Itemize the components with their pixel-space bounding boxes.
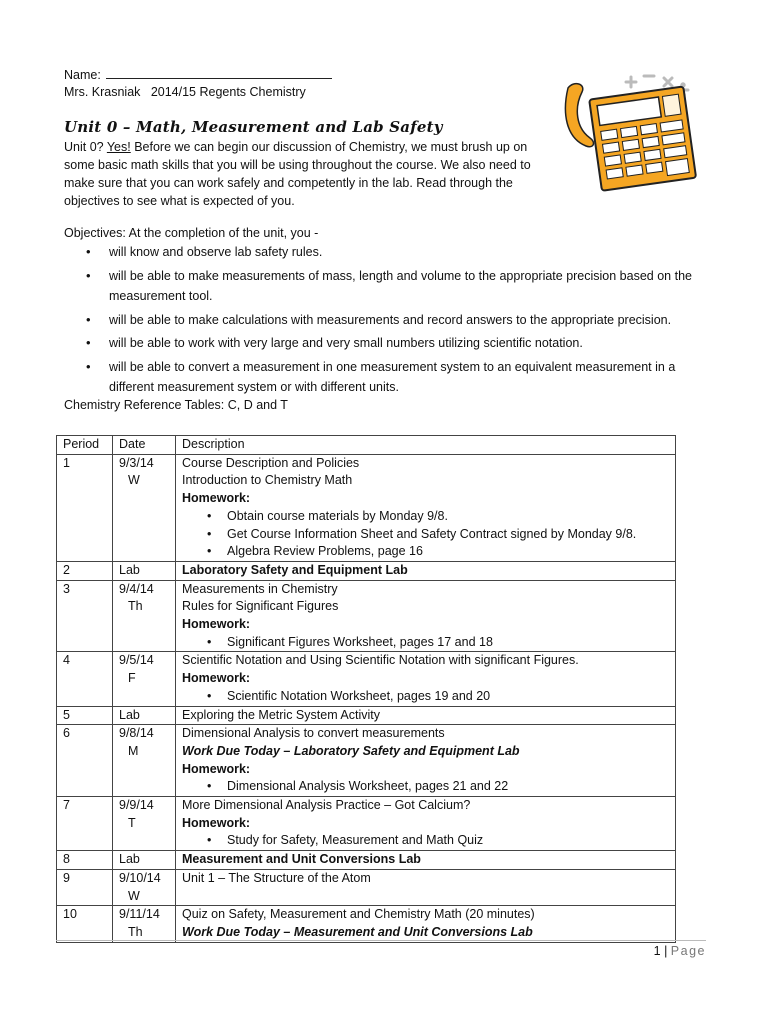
teacher-course-line: Mrs. Krasniak 2014/15 Regents Chemistry — [64, 85, 306, 99]
objective-item: • will be able to work with very large and very small numbers utilizing scientific notation. — [64, 333, 714, 354]
description-cell — [176, 869, 676, 905]
reference-tables-note: Chemistry Reference Tables: C, D and T — [64, 398, 288, 412]
homework-list — [182, 688, 669, 706]
intro-paragraph — [64, 138, 554, 210]
calculator-body — [589, 86, 696, 190]
description-cell — [176, 706, 676, 725]
date-value: 9/3/14 — [119, 455, 154, 470]
description-cell — [176, 652, 676, 706]
table-row — [57, 906, 676, 942]
description-line: Dimensional Analysis to convert measurements — [182, 726, 445, 741]
homework-item: • Get Course Information Sheet and Safety Contract signed by Monday 9/8. — [182, 526, 669, 544]
homework-label: Homework: — [182, 671, 251, 686]
description-cell — [176, 906, 676, 942]
objectives-heading: Objectives: At the completion of the unit, you - — [64, 226, 319, 240]
homework-list — [182, 634, 669, 652]
day-of-week: M — [128, 743, 139, 758]
period-cell: 3 — [57, 580, 113, 652]
homework-label: Homework: — [182, 491, 251, 506]
day-of-week: W — [128, 888, 140, 903]
objectives-list — [64, 242, 714, 398]
date-cell — [113, 561, 176, 580]
objective-item: • will know and observe lab safety rules. — [64, 242, 714, 263]
date-cell — [113, 906, 176, 942]
homework-label: Homework: — [182, 815, 251, 830]
header-description: Description — [176, 436, 676, 455]
homework-list — [182, 832, 669, 850]
page-label: Page — [670, 944, 706, 958]
date-cell — [113, 869, 176, 905]
date-value: 9/8/14 — [119, 726, 154, 741]
description-line: Measurements in Chemistry — [182, 581, 338, 596]
table-row — [57, 561, 676, 580]
table-row — [57, 725, 676, 797]
table-row — [57, 869, 676, 905]
description-line: Quiz on Safety, Measurement and Chemistry Math (20 minutes) — [182, 907, 535, 922]
name-label: Name: — [64, 68, 101, 82]
description-line: Exploring the Metric System Activity — [182, 707, 380, 722]
period-cell: 10 — [57, 906, 113, 942]
work-due-note: Work Due Today – Measurement and Unit Conversions Lab — [182, 924, 533, 939]
intro-lead: Unit 0? — [64, 140, 107, 154]
date-cell — [113, 580, 176, 652]
description-line: Unit 1 – The Structure of the Atom — [182, 870, 371, 885]
name-field-row — [64, 66, 332, 84]
date-cell — [113, 706, 176, 725]
lab-title: Laboratory Safety and Equipment Lab — [182, 562, 408, 577]
date-value: Lab — [119, 707, 140, 722]
homework-label: Homework: — [182, 617, 251, 632]
homework-list — [182, 508, 669, 561]
date-value: 9/4/14 — [119, 581, 154, 596]
period-cell: 6 — [57, 725, 113, 797]
lab-title: Measurement and Unit Conversions Lab — [182, 852, 421, 867]
page-title: Unit 0 – Math, Measurement and Lab Safety — [64, 118, 443, 136]
calculator-hand — [565, 84, 593, 147]
page-number-separator: | — [664, 944, 668, 958]
period-cell: 7 — [57, 797, 113, 851]
objective-item: • will be able to convert a measurement in one measurement system to an equivalent measurement in a different measurement system or with different units. — [64, 357, 714, 398]
table-header-row — [57, 436, 676, 455]
date-value: 9/11/14 — [119, 907, 160, 922]
period-cell: 9 — [57, 869, 113, 905]
calculator-icon — [560, 68, 710, 193]
day-of-week: W — [128, 473, 140, 488]
date-value: Lab — [119, 562, 140, 577]
period-cell: 8 — [57, 851, 113, 870]
table-row — [57, 652, 676, 706]
intro-yes: Yes! — [106, 140, 131, 154]
table-row — [57, 454, 676, 561]
page-number — [654, 944, 706, 958]
description-line: Course Description and Policies — [182, 455, 360, 470]
description-cell — [176, 851, 676, 870]
date-cell — [113, 851, 176, 870]
date-cell — [113, 797, 176, 851]
period-cell: 5 — [57, 706, 113, 725]
description-cell — [176, 797, 676, 851]
day-of-week: Th — [128, 924, 143, 939]
date-cell — [113, 652, 176, 706]
date-cell — [113, 725, 176, 797]
header-period: Period — [57, 436, 113, 455]
homework-item: • Obtain course materials by Monday 9/8. — [182, 508, 669, 526]
description-cell — [176, 580, 676, 652]
description-line: More Dimensional Analysis Practice – Got Calcium? — [182, 798, 471, 813]
homework-list — [182, 778, 669, 796]
day-of-week: F — [128, 671, 136, 686]
description-cell — [176, 454, 676, 561]
description-line: Rules for Significant Figures — [182, 599, 339, 614]
homework-item: • Scientific Notation Worksheet, pages 19 and 20 — [182, 688, 669, 706]
date-value: Lab — [119, 852, 140, 867]
table-row — [57, 706, 676, 725]
table-row — [57, 797, 676, 851]
homework-item: • Algebra Review Problems, page 16 — [182, 543, 669, 561]
homework-item: • Significant Figures Worksheet, pages 17 and 18 — [182, 634, 669, 652]
date-value: 9/9/14 — [119, 798, 154, 813]
table-row — [57, 851, 676, 870]
description-line: Introduction to Chemistry Math — [182, 473, 353, 488]
period-cell: 2 — [57, 561, 113, 580]
period-cell: 4 — [57, 652, 113, 706]
day-of-week: T — [128, 815, 136, 830]
date-value: 9/5/14 — [119, 653, 154, 668]
objectives-section — [64, 224, 714, 401]
day-of-week: Th — [128, 599, 143, 614]
work-due-note: Work Due Today – Laboratory Safety and Equipment Lab — [182, 743, 520, 758]
footer-rule — [56, 940, 706, 941]
date-value: 9/10/14 — [119, 870, 161, 885]
objective-item: • will be able to make calculations with measurements and record answers to the appropriate precision. — [64, 310, 714, 331]
intro-body: Before we can begin our discussion of Chemistry, we must brush up on some basic math skills that you will be using throughout the course. We also need to make sure that you can work safely and competently in the lab. Read through the objectives to see what is expected of you. — [64, 140, 531, 208]
description-cell — [176, 561, 676, 580]
description-line: Scientific Notation and Using Scientific Notation with significant Figures. — [182, 653, 579, 668]
name-blank-line[interactable] — [106, 66, 332, 79]
page-number-value: 1 — [653, 944, 661, 958]
homework-label: Homework: — [182, 761, 251, 776]
table-row — [57, 580, 676, 652]
date-cell — [113, 454, 176, 561]
homework-item: • Dimensional Analysis Worksheet, pages 21 and 22 — [182, 778, 669, 796]
homework-item: • Study for Safety, Measurement and Math Quiz — [182, 832, 669, 850]
objective-item: • will be able to make measurements of mass, length and volume to the appropriate precision based on the measurement tool. — [64, 266, 714, 307]
schedule-table — [56, 435, 676, 943]
description-cell — [176, 725, 676, 797]
header-date: Date — [113, 436, 176, 455]
period-cell: 1 — [57, 454, 113, 561]
